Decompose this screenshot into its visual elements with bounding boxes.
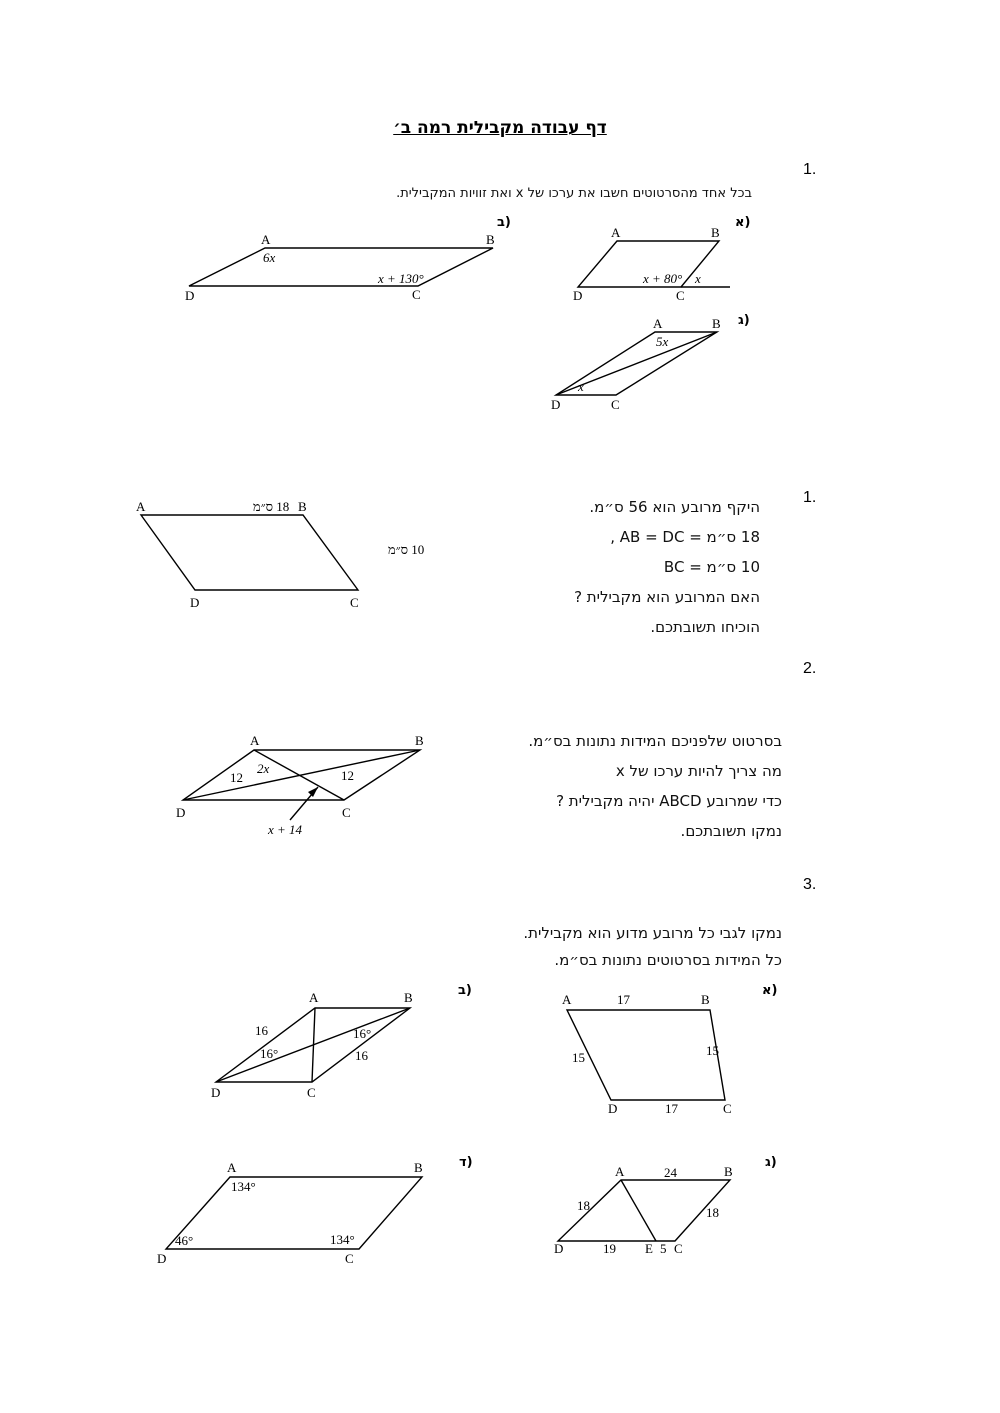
q3-fig-seg2: 12	[341, 768, 354, 783]
q4-fig-c-label-a: A	[615, 1164, 625, 1179]
q1-fig-b-angle1: 6x	[263, 250, 276, 265]
q3-line-3: כדי שמרובע ABCD יהיה מקבילית ?	[556, 792, 782, 810]
q1-fig-c-label-b: B	[712, 316, 721, 331]
q3-fig-seg1: 12	[230, 770, 243, 785]
q2-line-5: הוכיחו תשובתכם.	[650, 618, 760, 636]
q1-fig-a-label-a: A	[611, 225, 621, 240]
q1-sub-a: (א	[735, 215, 751, 230]
q4-fig-a-label-d: D	[608, 1101, 618, 1116]
q4-fig-c-ab: 24	[664, 1165, 677, 1180]
q4-fig-a-ab: 17	[617, 992, 630, 1007]
q4-fig-d-angle2: 134°	[330, 1232, 355, 1247]
q4-fig-d-angle3: 46°	[175, 1233, 194, 1248]
q4-fig-a-label-a: A	[562, 992, 572, 1007]
q4-fig-b-side1: 16	[255, 1023, 268, 1038]
q4-fig-b-label-a: A	[309, 990, 319, 1005]
q4-fig-d-label-d: D	[157, 1251, 167, 1266]
q4-sub-c: (ג	[765, 1155, 777, 1170]
q1-fig-a-label-c: C	[676, 288, 685, 303]
q3-number: 2.	[803, 660, 817, 677]
q4-fig-c-ec: 5	[660, 1241, 667, 1256]
q3-fig-seg3: 2x	[257, 761, 270, 776]
q2-number: 1.	[803, 489, 817, 506]
q4-fig-b-label-d: D	[211, 1085, 221, 1100]
q1-fig-a-label-b: B	[711, 225, 720, 240]
q1-number: 1.	[803, 161, 817, 178]
q4-fig-b-label-b: B	[404, 990, 413, 1005]
q1-fig-b-label-a: A	[261, 232, 271, 247]
q3-line-2: מה צריך להיות ערכו של x	[615, 762, 782, 780]
q1-fig-a-angle1: x + 80°	[643, 271, 683, 286]
q4-sub-b: (ב	[458, 983, 472, 998]
q4-fig-d-label-a: A	[227, 1160, 237, 1175]
q3-fig-label-c: C	[342, 805, 351, 820]
q4-fig-b-label-c: C	[307, 1085, 316, 1100]
q1-fig-b-label-b: B	[486, 232, 495, 247]
q3-fig-label-d: D	[176, 805, 186, 820]
q2-fig-label-a: A	[136, 499, 146, 514]
q4-fig-c-label-d: D	[554, 1241, 564, 1256]
q4-fig-c-label-b: B	[724, 1164, 733, 1179]
q4-fig-a-ad: 15	[572, 1050, 585, 1065]
q4-fig-a-dc: 17	[665, 1101, 678, 1116]
q4-fig-d-angle1: 134°	[231, 1179, 256, 1194]
q3-fig-label-a: A	[250, 733, 260, 748]
q3-fig-label-b: B	[415, 733, 424, 748]
q4-line-2: כל המידות בסרטוטים נתונות בס״מ.	[554, 951, 782, 969]
q2-fig-side-length: 10 ס״מ	[388, 542, 425, 557]
q1-fig-c-label-a: A	[653, 316, 663, 331]
q4-fig-b-angle2: 16°	[353, 1026, 372, 1041]
q3-fig-seg4: x + 14	[268, 822, 303, 837]
q4-fig-c-bc: 18	[706, 1205, 719, 1220]
q1-fig-b-label-c: C	[412, 287, 421, 302]
q2-fig-label-d: D	[190, 595, 200, 610]
q1-fig-c-angle2: x	[578, 379, 584, 394]
q4-fig-a-bc: 15	[706, 1043, 719, 1058]
q2-line-4: האם המרובע הוא מקבילית ?	[574, 588, 760, 606]
q1-fig-c-label-c: C	[611, 397, 620, 412]
q1-instruction: בכל אחד מהסרטוטים חשבו את ערכו של x ואת זוויות המקבילית.	[396, 186, 752, 201]
q1-fig-a-label-d: D	[573, 288, 583, 303]
q3-line-4: נמקו תשובתכם.	[680, 822, 782, 840]
q1-fig-b-parallelogram	[189, 248, 493, 286]
q1-fig-c-angle1: 5x	[656, 334, 669, 349]
q4-number: 3.	[803, 876, 817, 893]
q4-fig-c-label-c: C	[674, 1241, 683, 1256]
q3-text	[420, 726, 782, 846]
q4-sub-d: (ד	[459, 1155, 473, 1170]
q2-fig-top-length: 18 ס״מ	[253, 499, 290, 514]
q2-text	[420, 492, 760, 642]
q2-line-1: היקף מרובע הוא 56 ס״מ.	[589, 498, 760, 516]
q1-sub-c: (ג	[738, 313, 750, 328]
q1-fig-b-angle2: x + 130°	[378, 271, 424, 286]
q4-fig-c-segment-ae	[621, 1180, 656, 1241]
page-title: דף עבודה מקבילית רמה ב׳	[393, 118, 607, 138]
q2-line-2: 18 ס״מ = AB = DC ,	[610, 528, 760, 546]
q4-fig-c-de: 19	[603, 1241, 616, 1256]
q4-fig-c-ad: 18	[577, 1198, 590, 1213]
q2-line-3: 10 ס״מ = BC	[663, 558, 760, 576]
q4-fig-a-label-b: B	[701, 992, 710, 1007]
q3-fig-arrow-head	[308, 787, 318, 797]
q1-fig-a-angle2: x	[695, 271, 701, 286]
q4-fig-a-label-c: C	[723, 1101, 732, 1116]
q4-line-1: נמקו לגבי כל מרובע מדוע הוא מקבילית.	[523, 924, 782, 942]
q4-text	[420, 920, 782, 974]
q1-fig-b-label-d: D	[185, 288, 195, 303]
q3-line-1: בסרטוט שלפניכם המידות נתונות בס״מ.	[528, 732, 782, 750]
q4-fig-c-label-e: E	[645, 1241, 653, 1256]
q2-fig-label-b: B	[298, 499, 307, 514]
q2-fig-parallelogram	[141, 515, 358, 590]
q4-fig-a-parallelogram	[567, 1010, 725, 1100]
q4-fig-d-label-c: C	[345, 1251, 354, 1266]
q4-fig-d-parallelogram	[166, 1177, 422, 1249]
q4-fig-d-label-b: B	[414, 1160, 423, 1175]
q1-sub-b: (ב	[497, 215, 511, 230]
q1-fig-c-label-d: D	[551, 397, 561, 412]
q2-fig-label-c: C	[350, 595, 359, 610]
q4-sub-a: (א	[762, 983, 778, 998]
q4-fig-b-angle1: 16°	[260, 1046, 279, 1061]
q4-fig-b-side2: 16	[355, 1048, 368, 1063]
